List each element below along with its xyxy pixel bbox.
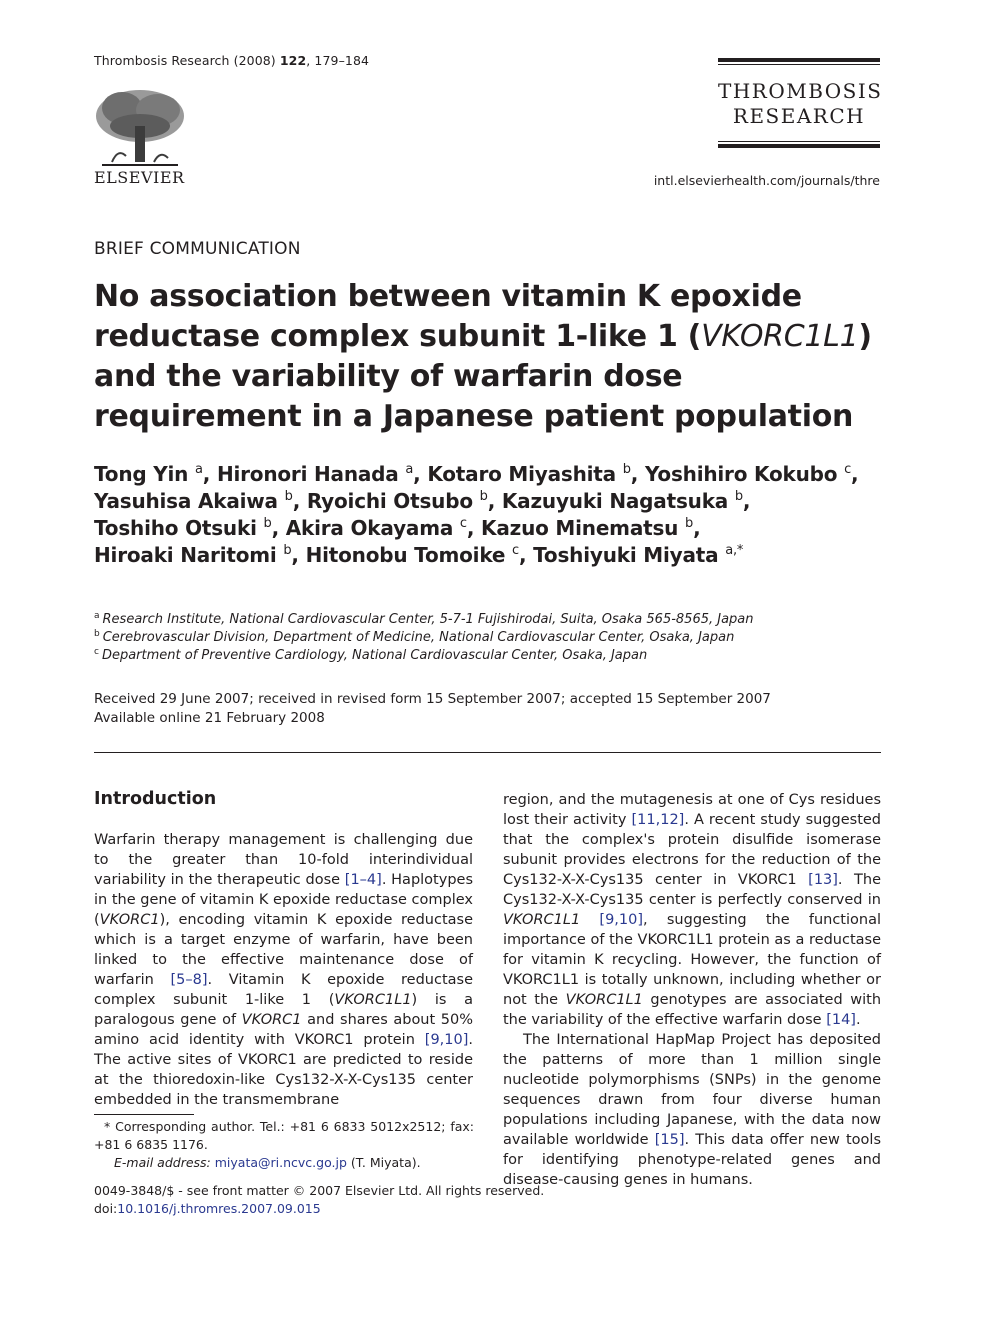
body-column-right bbox=[503, 790, 881, 1190]
author[interactable]: Yoshihiro Kokubo $^c$ bbox=[644, 462, 852, 486]
copyright-block bbox=[94, 1182, 594, 1218]
journal-brand bbox=[718, 58, 883, 148]
brand-rule-top-thin bbox=[718, 64, 880, 65]
brand-line-2: RESEARCH bbox=[732, 104, 866, 128]
author[interactable]: Kazuo Minematsu $^b$ bbox=[481, 516, 694, 540]
citation-link[interactable]: [9,10] bbox=[424, 1032, 469, 1048]
journal-pages: , 179–184 bbox=[306, 53, 370, 68]
article-dates bbox=[94, 690, 894, 728]
doi-link[interactable]: 10.1016/j.thromres.2007.09.015 bbox=[117, 1201, 321, 1216]
received-dates: Received 29 June 2007; received in revised form 15 September 2007; accepted 15 September 2007 bbox=[94, 691, 771, 707]
journal-url[interactable]: intl.elsevierhealth.com/journals/thre bbox=[653, 173, 880, 188]
intro-paragraph-1-part-2: region, and the mutagenesis at one of Cys residues lost their activity [11,12]. A recent study suggested that the complex's protein disulfide isomerase subunit provides electrons for the reduction of the Cys132-X-X-Cys135 center in VKORC1 [13]. The Cys132-X-X-Cys135 center is perfectly conserved in VKORC1L1 [9,10], suggesting the functional importance of the VKORC1L1 protein as a reductase for vitamin K recycling. However, the function of VKORC1L1 is totally unknown, including whether or not the VKORC1L1 genotypes are associated with the variability of the effective warfarin dose [14]. bbox=[503, 792, 882, 1028]
online-date: Available online 21 February 2008 bbox=[94, 710, 325, 726]
title-part-1: No association between vitamin K epoxide reductase complex subunit 1-like 1 ( bbox=[94, 279, 802, 354]
body-column-left bbox=[94, 830, 473, 1110]
author[interactable]: Akira Okayama $^c$ bbox=[285, 516, 467, 540]
affiliations bbox=[94, 611, 894, 665]
journal-name: Thrombosis Research (2008) bbox=[94, 53, 280, 68]
corresponding-author-contact: * Corresponding author. Tel.: +81 6 6833 5012x2512; fax: +81 6 6835 1176. bbox=[94, 1119, 474, 1152]
affiliation: $^a$ Research Institute, National Cardiovascular Center, 5-7-1 Fujishirodai, Suita, Osaka 565-8565, Japan bbox=[94, 611, 754, 627]
author[interactable]: Yasuhisa Akaiwa $^b$ bbox=[94, 489, 293, 513]
author[interactable]: Kazuyuki Nagatsuka $^b$ bbox=[501, 489, 743, 513]
citation-link[interactable]: [14] bbox=[826, 1012, 856, 1028]
email-link[interactable]: miyata@ri.ncvc.go.jp bbox=[214, 1155, 347, 1170]
author[interactable]: Tong Yin $^a$ bbox=[94, 462, 203, 486]
author[interactable]: Hitonobu Tomoike $^c$ bbox=[305, 543, 519, 567]
author[interactable]: Ryoichi Otsubo $^b$ bbox=[306, 489, 488, 513]
author[interactable]: Hironori Hanada $^a$ bbox=[216, 462, 414, 486]
author[interactable]: Kotaro Miyashita $^b$ bbox=[427, 462, 631, 486]
title-part-2: ) and the variability of warfarin dose requirement in a Japanese patient population bbox=[94, 319, 872, 434]
author[interactable]: Toshiyuki Miyata $^{a,*}$ bbox=[533, 543, 744, 567]
affiliation: $^b$ Cerebrovascular Division, Department of Medicine, National Cardiovascular Center, Osaka, Japan bbox=[94, 629, 735, 645]
citation-link[interactable]: [13] bbox=[808, 872, 838, 888]
brand-line-1: THROMBOSIS bbox=[718, 79, 883, 103]
intro-paragraph-2: The International HapMap Project has deposited the patterns of more than 1 million single nucleotide polymorphisms (SNPs) in the genome sequences drawn from four diverse human populations including Japanese, with the data now available worldwide [15]. This data offer new tools for identifying phenotype-related genes and disease-causing genes in humans. bbox=[503, 1032, 881, 1188]
affiliation: $^c$ Department of Preventive Cardiology, National Cardiovascular Center, Osaka, Japan bbox=[94, 647, 648, 663]
journal-citation bbox=[94, 53, 369, 68]
citation-link[interactable]: [9,10] bbox=[599, 912, 644, 928]
article-title bbox=[94, 277, 894, 437]
copyright-line: 0049-3848/$ - see front matter © 2007 Elsevier Ltd. All rights reserved. bbox=[94, 1183, 545, 1198]
introduction-heading: Introduction bbox=[94, 789, 217, 809]
corresponding-author-footnote bbox=[94, 1118, 474, 1172]
author-list: Tong Yin $^a$, Hironori Hanada $^a$, Kotaro Miyashita $^b$, Yoshihiro Kokubo $^c$, Yasuhisa Akaiwa $^b$, Ryoichi Otsubo $^b$, Kazuyuki Nagatsuka $^b$, Toshiho Otsuki $^b$, Akira Okayama $^c$, Kazuo Minematsu $^b$, Hiroaki Naritomi $^b$, Hitonobu Tomoike $^c$, Toshiyuki Miyata $^{a,*}$ bbox=[94, 462, 859, 567]
brand-rule-bottom bbox=[718, 144, 880, 148]
email-line: E-mail address: miyata@ri.ncvc.go.jp (T. Miyata). bbox=[114, 1155, 421, 1170]
intro-paragraph-1-part-1: Warfarin therapy management is challenging due to the greater than 10-fold interindividual variability in the therapeutic dose [1–4]. Haplotypes in the gene of vitamin K epoxide reductase complex (VKORC1), encoding vitamin K epoxide reductase which is a target enzyme of warfarin, have been linked to the effective maintenance dose of warfarin [5–8]. Vitamin K epoxide reductase complex subunit 1-like 1 (VKORC1L1) is a paralogous gene of VKORC1 and shares about 50% amino acid identity with VKORC1 protein [9,10]. The active sites of VKORC1 are predicted to reside at the thioredoxin-like Cys132-X-X-Cys135 center embedded in the transmembrane bbox=[94, 832, 474, 1108]
header-divider bbox=[94, 752, 881, 753]
brand-rule-bottom-thin bbox=[718, 141, 880, 142]
citation-link[interactable]: [11,12] bbox=[631, 812, 685, 828]
title-gene: VKORC1L1 bbox=[701, 319, 859, 354]
doi-line: doi:10.1016/j.thromres.2007.09.015 bbox=[94, 1201, 321, 1216]
citation-link[interactable]: [1–4] bbox=[344, 872, 382, 888]
author[interactable]: Hiroaki Naritomi $^b$ bbox=[94, 543, 292, 567]
brand-rule-top bbox=[718, 58, 880, 62]
publisher-name: ELSEVIER bbox=[94, 168, 185, 187]
citation-link[interactable]: [5–8] bbox=[170, 972, 208, 988]
journal-volume: 122 bbox=[279, 53, 307, 68]
author[interactable]: Toshiho Otsuki $^b$ bbox=[94, 516, 272, 540]
citation-link[interactable]: [15] bbox=[654, 1132, 685, 1148]
section-label: BRIEF COMMUNICATION bbox=[94, 239, 301, 259]
footnote-divider bbox=[94, 1114, 194, 1115]
